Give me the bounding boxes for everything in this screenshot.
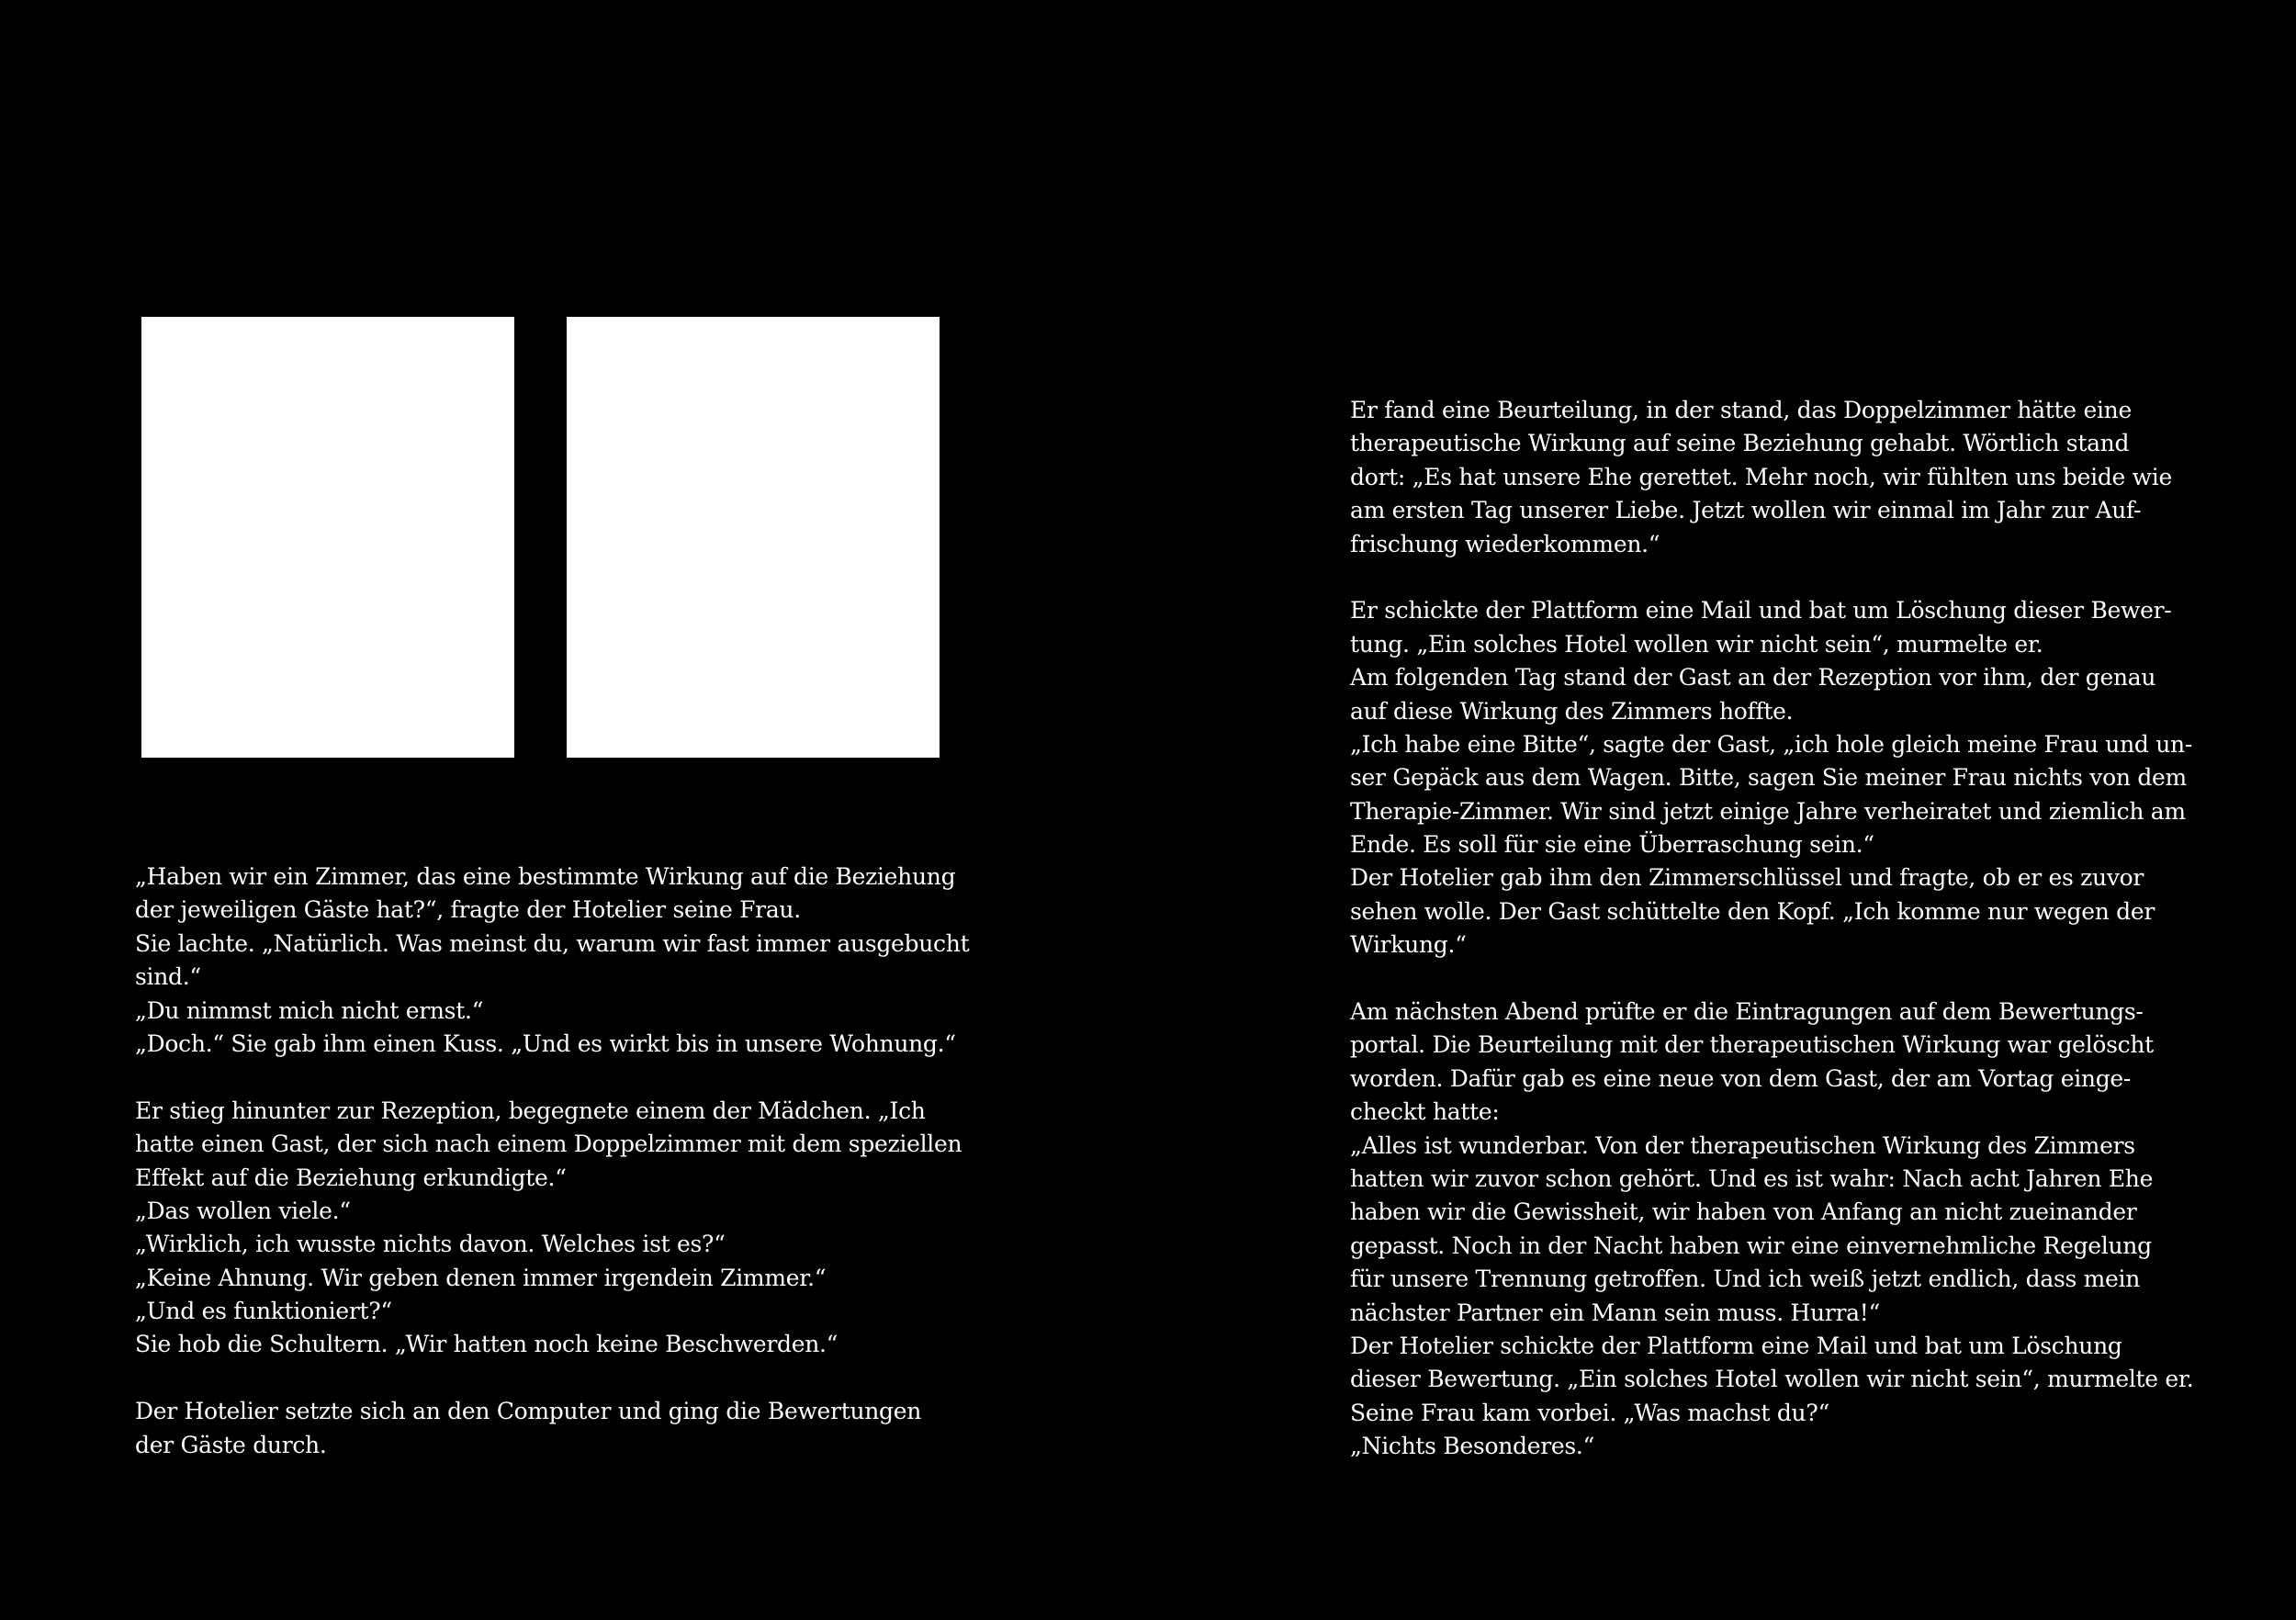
text-line: dort: „Es hat unsere Ehe gerettet. Mehr noch, wir fühlten uns beide wie — [1350, 463, 2172, 490]
text-line: hatten wir zuvor schon gehört. Und es ist wahr: Nach acht Jahren Ehe — [1350, 1164, 2154, 1192]
image-placeholder-left — [141, 317, 514, 758]
text-line: „Ich habe eine Bitte“, sagte der Gast, „ich hole gleich meine Frau und un- — [1350, 730, 2192, 758]
text-line: gepasst. Noch in der Nacht haben wir eine einvernehmliche Regelung — [1350, 1232, 2152, 1259]
text-line: tung. „Ein solches Hotel wollen wir nicht sein“, murmelte er. — [1350, 630, 2043, 658]
text-line: der Gäste durch. — [135, 1431, 327, 1458]
text-line: „Keine Ahnung. Wir geben denen immer irgendein Zimmer.“ — [135, 1264, 827, 1291]
text-line: sind.“ — [135, 963, 201, 991]
text-line: Sie hob die Schultern. „Wir hatten noch keine Beschwerden.“ — [135, 1331, 838, 1358]
right-text-column — [1350, 394, 2194, 1464]
text-paragraph — [135, 861, 970, 1061]
text-line: am ersten Tag unserer Liebe. Jetzt wollen wir einmal im Jahr zur Auf- — [1350, 497, 2142, 524]
text-line: „Und es funktioniert?“ — [135, 1298, 392, 1325]
text-line: dieser Bewertung. „Ein solches Hotel wollen wir nicht sein“, murmelte er. — [1350, 1366, 2194, 1393]
text-line: „Nichts Besonderes.“ — [1350, 1433, 1594, 1460]
text-line: Ende. Es soll für sie eine Überraschung sein.“ — [1350, 831, 1874, 859]
text-line: hatte einen Gast, der sich nach einem Doppelzimmer mit dem speziellen — [135, 1131, 962, 1158]
text-line: Er stieg hinunter zur Rezeption, begegnete einem der Mädchen. „Ich — [135, 1097, 926, 1124]
text-line: Am folgenden Tag stand der Gast an der Rezeption vor ihm, der genau — [1350, 664, 2156, 692]
text-line: therapeutische Wirkung auf seine Beziehung gehabt. Wörtlich stand — [1350, 430, 2130, 457]
text-line: Der Hotelier schickte der Plattform eine Mail und bat um Löschung — [1350, 1332, 2122, 1359]
text-line: „Alles ist wunderbar. Von der therapeutischen Wirkung des Zimmers — [1350, 1131, 2135, 1159]
text-line: Therapie-Zimmer. Wir sind jetzt einige Jahre verheiratet und ziemlich am — [1350, 797, 2186, 825]
text-line: „Du nimmst mich nicht ernst.“ — [135, 996, 484, 1024]
text-line: Sie lachte. „Natürlich. Was meinst du, warum wir fast immer ausgebucht — [135, 929, 970, 957]
text-line: Er fand eine Beurteilung, in der stand, das Doppelzimmer hätte eine — [1350, 397, 2132, 423]
text-line: Er schickte der Plattform eine Mail und bat um Löschung dieser Bewer- — [1350, 597, 2172, 624]
text-line: portal. Die Beurteilung mit der therapeutischen Wirkung war gelöscht — [1350, 1031, 2154, 1059]
text-paragraph — [135, 1395, 943, 1462]
text-line: auf diese Wirkung des Zimmers hoffte. — [1350, 697, 1794, 725]
text-line: Effekt auf die Beziehung erkundigte.“ — [135, 1164, 567, 1191]
text-line: Wirkung.“ — [1350, 931, 1467, 959]
text-line: frischung wiederkommen.“ — [1350, 530, 1660, 557]
text-paragraph — [135, 1095, 962, 1362]
text-line: haben wir die Gewissheit, wir haben von Anfang an nicht zueinander — [1350, 1198, 2137, 1226]
text-line: worden. Dafür gab es eine neue von dem Gast, der am Vortag einge- — [1350, 1064, 2132, 1092]
text-paragraph — [1350, 394, 2177, 561]
left-text-column — [135, 861, 970, 1462]
text-line: nächster Partner ein Mann sein muss. Hurra!“ — [1350, 1299, 1880, 1326]
text-line: Der Hotelier setzte sich an den Computer und ging die Bewertungen — [135, 1398, 922, 1425]
text-line: „Das wollen viele.“ — [135, 1197, 351, 1224]
text-line: „Doch.“ Sie gab ihm einen Kuss. „Und es wirkt bis in unsere Wohnung.“ — [135, 1029, 956, 1057]
text-paragraph — [1350, 594, 2192, 962]
image-placeholder-right — [567, 317, 940, 758]
text-line: Der Hotelier gab ihm den Zimmerschlüssel und fragte, ob er es zuvor — [1350, 864, 2144, 892]
text-line: ser Gepäck aus dem Wagen. Bitte, sagen Sie meiner Frau nichts von dem — [1350, 764, 2187, 792]
text-paragraph — [1350, 996, 2194, 1463]
text-line: Seine Frau kam vorbei. „Was machst du?“ — [1350, 1399, 1829, 1426]
text-line: für unsere Trennung getroffen. Und ich weiß jetzt endlich, dass mein — [1350, 1266, 2141, 1293]
text-line: der jeweiligen Gäste hat?“, fragte der Hotelier seine Frau. — [135, 896, 801, 924]
text-line: sehen wolle. Der Gast schüttelte den Kopf. „Ich komme nur wegen der — [1350, 897, 2155, 925]
text-line: „Wirklich, ich wusste nichts davon. Welches ist es?“ — [135, 1231, 726, 1258]
text-line: Am nächsten Abend prüfte er die Eintragungen auf dem Bewertungs- — [1350, 998, 2144, 1026]
text-line: „Haben wir ein Zimmer, das eine bestimmte Wirkung auf die Beziehung — [135, 863, 956, 890]
text-line: checkt hatte: — [1350, 1098, 1500, 1126]
